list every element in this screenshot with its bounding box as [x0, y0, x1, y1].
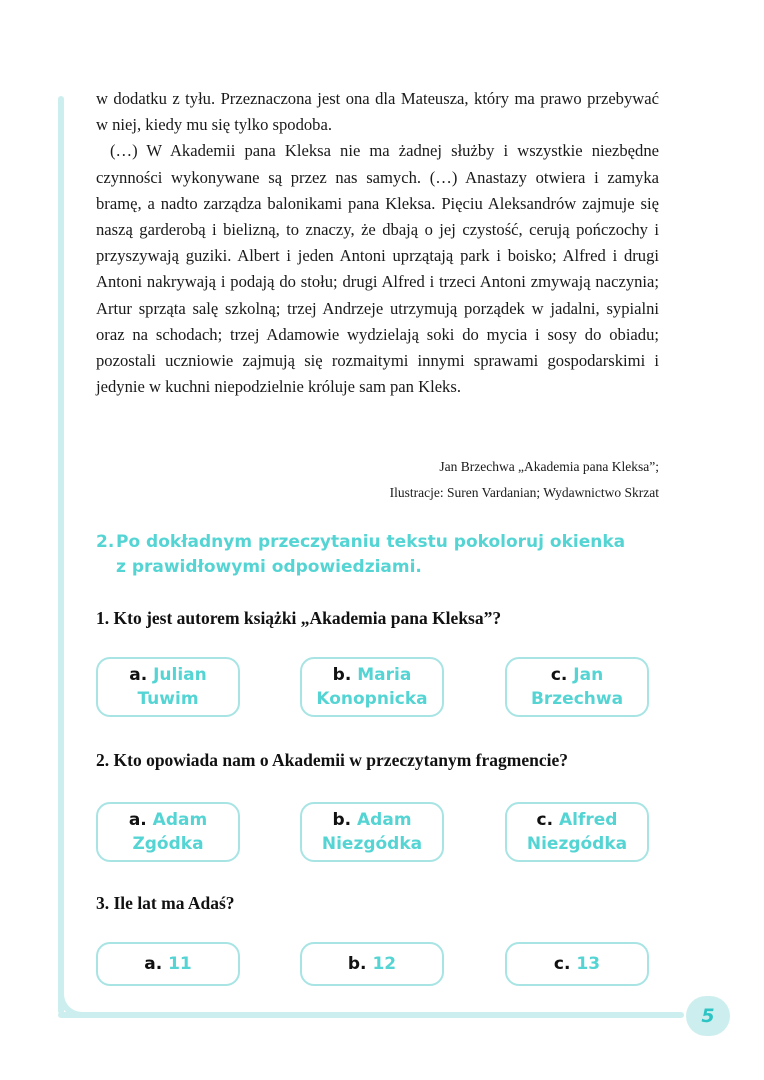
option-letter: b.: [347, 954, 367, 974]
option-text-line-2: Brzechwa: [530, 689, 624, 709]
task-number: 2.: [96, 532, 115, 552]
option-text: Julian: [153, 665, 207, 685]
option-text-line-2: Niezgódka: [526, 834, 628, 854]
question-2: 2. Kto opowiada nam o Akademii w przeczytanym fragmencie?: [96, 750, 568, 770]
option-letter: b.: [332, 810, 352, 830]
option-text-line-2: Konopnicka: [316, 689, 428, 709]
option-text-line-2: Tuwim: [137, 689, 199, 709]
answer-box-q3-a[interactable]: [96, 942, 240, 986]
option-text: Adam: [357, 810, 412, 830]
option-text: Adam: [152, 810, 208, 830]
page-frame-bottom: [58, 1012, 684, 1018]
option-letter: a.: [129, 665, 148, 685]
question-1: 1. Kto jest autorem książki „Akademia pana Kleksa”?: [96, 608, 502, 628]
option-letter: b.: [332, 665, 352, 685]
page-number: 5: [701, 1005, 715, 1027]
option-letter: a.: [144, 954, 163, 974]
answer-box-q3-c[interactable]: [505, 942, 649, 986]
option-letter: c.: [550, 665, 568, 685]
answer-box-q1-a[interactable]: [96, 657, 240, 717]
source-publisher: Ilustracje: Suren Vardanian; Wydawnictwo Skrzat: [389, 485, 659, 500]
option-text: 13: [576, 954, 601, 974]
option-text: 12: [372, 954, 397, 974]
task-line-1: Po dokładnym przeczytaniu tekstu pokoloruj okienka: [116, 532, 626, 552]
option-text-line-2: Zgódka: [132, 834, 204, 854]
passage-text: [96, 86, 659, 400]
source-author-title: Jan Brzechwa „Akademia pana Kleksa”;: [439, 459, 659, 474]
question-3: 3. Ile lat ma Adaś?: [96, 893, 235, 913]
page-number-tab: [686, 996, 730, 1036]
answer-box-q1-b[interactable]: [300, 657, 444, 717]
answer-box-q1-c[interactable]: [505, 657, 649, 717]
option-text: Maria: [357, 665, 412, 685]
option-letter: c.: [553, 954, 571, 974]
answer-box-q2-b[interactable]: [300, 802, 444, 862]
task-instruction: [96, 530, 656, 580]
task-line-2: z prawidłowymi odpowiedziami.: [116, 557, 422, 577]
page-frame-left: [58, 96, 64, 1014]
option-text: Jan: [573, 665, 604, 685]
passage-paragraph-2: (…) W Akademii pana Kleksa nie ma żadnej służby i wszystkie niezbędne czynności wykonywane są przez nas samych. (…) Anastazy otwiera i zamyka bramę, a nadto zarządza balonikami pana Kleksa. Pięciu Aleksandrów zajmuje się naszą garderobą i bielizną, to znaczy, że dbają o jej czystość, cerują pończochy i przyszywają guziki. Albert i jeden Antoni uprzątają park i boisko; Alfred i drugi Antoni nakrywają i podają do stołu; drugi Alfred i trzeci Antoni zmywają naczynia; Artur sprząta salę szkolną; trzej Andrzeje utrzymują porządek w jadalni, sypialni oraz na schodach; trzej Adamowie wydzielają soki do mycia i sosy do obiadu; pozostali uczniowie zajmują się rozmaitymi innymi sprawami gospodarskimi i jedynie w kuchni niepodzielnie króluje sam pan Kleks.: [96, 141, 659, 397]
passage-paragraph-1: w dodatku z tyłu. Przeznaczona jest ona dla Mateusza, który ma prawo przebywać w niej, kiedy mu się tylko spodoba.: [96, 89, 659, 135]
option-letter: a.: [128, 810, 147, 830]
option-letter: c.: [536, 810, 554, 830]
option-text-line-2: Niezgódka: [321, 834, 423, 854]
option-text: 11: [168, 954, 192, 974]
answer-box-q2-c[interactable]: [505, 802, 649, 862]
answer-box-q2-a[interactable]: [96, 802, 240, 862]
source-citation: [96, 454, 659, 506]
answer-box-q3-b[interactable]: [300, 942, 444, 986]
option-text: Alfred: [559, 810, 618, 830]
